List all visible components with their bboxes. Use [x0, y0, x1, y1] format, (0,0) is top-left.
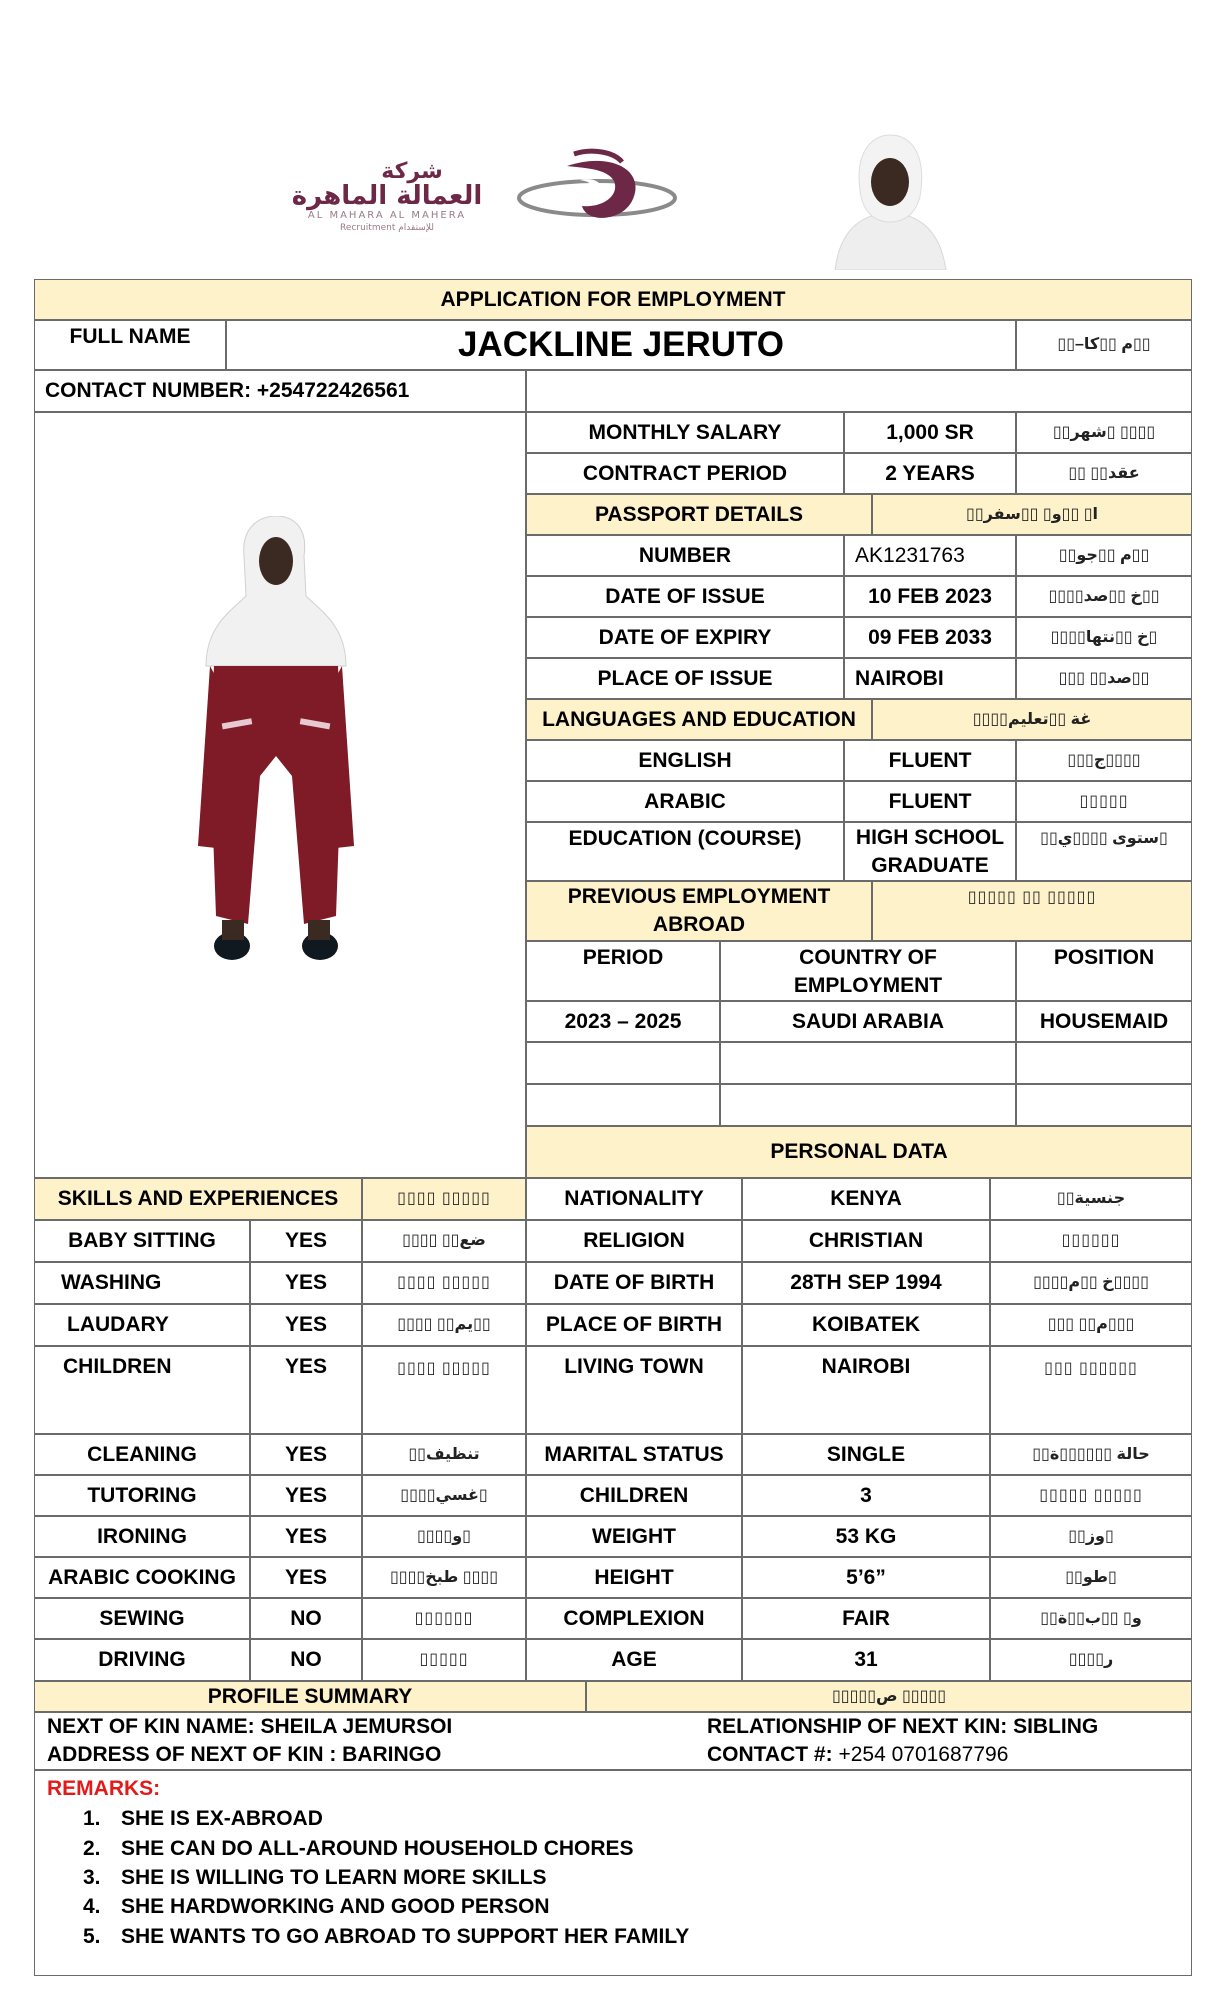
personal-row-arabic: ▯▯▯ ▯▯م▯▯▯ [990, 1304, 1192, 1346]
personal-row-arabic: ▯▯▯▯▯▯ [990, 1220, 1192, 1262]
personal-row-value: NAIROBI [742, 1346, 990, 1434]
passport-row-value: NAIROBI [844, 658, 1016, 699]
full-body-photo [196, 516, 356, 976]
kin-relationship: RELATIONSHIP OF NEXT KIN: SIBLING [707, 1715, 1099, 1738]
passport-row-label: NUMBER [526, 535, 844, 576]
personal-row-label: MARITAL STATUS [526, 1434, 742, 1475]
personal-row-value: FAIR [742, 1598, 990, 1639]
skill-row-arabic: ▯▯▯▯▯ [362, 1639, 526, 1681]
skill-row-arabic: ▯▯▯▯ ▯▯ضع [362, 1220, 526, 1262]
skill-row-arabic: ▯▯▯▯غسي▯ [362, 1475, 526, 1516]
employment-column-country: COUNTRY OF EMPLOYMENT [720, 941, 1016, 1001]
skill-row-value: YES [250, 1220, 362, 1262]
personal-row-label: AGE [526, 1639, 742, 1681]
skill-row-arabic: ▯▯▯▯ ▯▯▯▯▯ [362, 1262, 526, 1304]
contract-period-value: 2 YEARS [844, 453, 1016, 494]
skill-row-label: CLEANING [34, 1434, 250, 1475]
personal-row-value: CHRISTIAN [742, 1220, 990, 1262]
personal-row-arabic: ▯▯جنسية [990, 1178, 1192, 1220]
employment-row-country: SAUDI ARABIA [720, 1001, 1016, 1042]
language-row-label: ARABIC [526, 781, 844, 822]
full-name-value: JACKLINE JERUTO [226, 320, 1016, 370]
company-logo [262, 146, 678, 234]
personal-row-value: KENYA [742, 1178, 990, 1220]
monthly-salary-arabic: ▯▯شهر▯ ▯▯▯▯ [1016, 412, 1192, 453]
remark-item: 2. SHE CAN DO ALL-AROUND HOUSEHOLD CHORES [83, 1837, 634, 1860]
employment-column-position: POSITION [1016, 941, 1192, 1001]
education-value: HIGH SCHOOL GRADUATE [844, 822, 1016, 881]
personal-row-label: RELIGION [526, 1220, 742, 1262]
personal-row-value: 53 KG [742, 1516, 990, 1557]
skill-row-arabic: ▯▯▯▯▯▯ [362, 1598, 526, 1639]
languages-header-arabic: ▯▯▯▯غة ▯▯تعليم [872, 699, 1192, 740]
education-label: EDUCATION (COURSE) [526, 822, 844, 881]
contact-blank [526, 370, 1192, 412]
logo-arabic-line2: العمالة الماهرة [291, 181, 483, 211]
passport-row-value: AK1231763 [844, 535, 1016, 576]
remark-item: 3. SHE IS WILLING TO LEARN MORE SKILLS [83, 1866, 547, 1889]
skill-row-value: YES [250, 1346, 362, 1434]
personal-row-value: 5’6” [742, 1557, 990, 1598]
skill-row-label: IRONING [34, 1516, 250, 1557]
personal-row-label: PLACE OF BIRTH [526, 1304, 742, 1346]
personal-row-label: COMPLEXION [526, 1598, 742, 1639]
monthly-salary-value: 1,000 SR [844, 412, 1016, 453]
logo-tagline: Recruitment للإستقدام [340, 223, 434, 233]
monthly-salary-label: MONTHLY SALARY [526, 412, 844, 453]
personal-data-header: PERSONAL DATA [526, 1126, 1192, 1178]
passport-row-arabic: ▯▯▯▯خ ▯▯صد▯▯ [1016, 576, 1192, 617]
personal-row-value: SINGLE [742, 1434, 990, 1475]
personal-row-value: 3 [742, 1475, 990, 1516]
employment-column-period: PERIOD [526, 941, 720, 1001]
language-row-label: ENGLISH [526, 740, 844, 781]
employment-row-country [720, 1042, 1016, 1084]
skill-row-value: YES [250, 1262, 362, 1304]
kin-contact-value: +254 0701687796 [838, 1743, 1009, 1766]
personal-row-label: LIVING TOWN [526, 1346, 742, 1434]
personal-row-label: NATIONALITY [526, 1178, 742, 1220]
full-name-arabic: ▯▯–م ▯▯كا▯▯ [1016, 320, 1192, 370]
profile-summary-header-arabic: ▯▯▯▯▯ص ▯▯▯▯▯ [586, 1681, 1192, 1712]
passport-row-arabic: ▯▯▯▯خ ▯▯نتها▯ [1016, 617, 1192, 658]
personal-row-value: 28TH SEP 1994 [742, 1262, 990, 1304]
skill-row-label: TUTORING [34, 1475, 250, 1516]
contract-period-arabic: ▯▯ ▯▯عقد [1016, 453, 1192, 494]
passport-row-arabic: ▯▯▯ ▯▯صد▯▯ [1016, 658, 1192, 699]
skill-row-label: SEWING [34, 1598, 250, 1639]
skill-row-label: LAUDARY [34, 1304, 250, 1346]
logo-latin-line: AL MAHARA AL MAHERA [307, 210, 467, 221]
employment-row-position: HOUSEMAID [1016, 1001, 1192, 1042]
personal-row-label: CHILDREN [526, 1475, 742, 1516]
remarks-block [34, 1770, 1192, 1976]
kin-contact-label: CONTACT #: [707, 1743, 833, 1766]
personal-row-label: HEIGHT [526, 1557, 742, 1598]
skill-row-label: ARABIC COOKING [34, 1557, 250, 1598]
education-arabic: ▯▯ستوى ▯▯▯▯ي▯ [1016, 822, 1192, 881]
personal-row-arabic: ▯▯▯▯▯ ▯▯▯▯▯ [990, 1475, 1192, 1516]
headshot-photo [815, 130, 966, 270]
skill-row-arabic: ▯▯▯▯ ▯▯يم▯▯ [362, 1304, 526, 1346]
language-row-value: FLUENT [844, 740, 1016, 781]
personal-row-arabic: ▯▯▯ ▯▯▯▯▯▯ [990, 1346, 1192, 1434]
skills-header-arabic: ▯▯▯▯ ▯▯▯▯▯ [362, 1178, 526, 1220]
employment-row-period [526, 1042, 720, 1084]
personal-row-arabic: ▯▯▯▯خ ▯▯م▯▯▯▯ [990, 1262, 1192, 1304]
passport-row-label: DATE OF ISSUE [526, 576, 844, 617]
language-row-value: FLUENT [844, 781, 1016, 822]
passport-header: PASSPORT DETAILS [526, 494, 872, 535]
employment-row-period [526, 1084, 720, 1126]
kin-contact [707, 1743, 1008, 1767]
skill-row-label: DRIVING [34, 1639, 250, 1681]
skill-row-arabic: ▯▯تنظيف [362, 1434, 526, 1475]
passport-row-label: DATE OF EXPIRY [526, 617, 844, 658]
profile-summary-header: PROFILE SUMMARY [34, 1681, 586, 1712]
previous-employment-header: PREVIOUS EMPLOYMENT ABROAD [526, 881, 872, 941]
skill-row-value: YES [250, 1557, 362, 1598]
remarks-title: REMARKS: [47, 1777, 161, 1800]
passport-row-value: 09 FEB 2033 [844, 617, 1016, 658]
passport-header-arabic: ▯▯ا▯ ▯▯و▯ ▯▯سفر [872, 494, 1192, 535]
contact-number: CONTACT NUMBER: +254722426561 [34, 370, 526, 412]
employment-row-period: 2023 – 2025 [526, 1001, 720, 1042]
skill-row-label: BABY SITTING [34, 1220, 250, 1262]
personal-row-arabic: ▯▯و▯ ▯▯ب▯▯ة [990, 1598, 1192, 1639]
full-name-label: FULL NAME [34, 320, 226, 370]
skill-row-value: NO [250, 1598, 362, 1639]
skill-row-arabic: ▯▯▯▯و▯ [362, 1516, 526, 1557]
personal-row-value: KOIBATEK [742, 1304, 990, 1346]
skill-row-value: YES [250, 1516, 362, 1557]
skill-row-value: NO [250, 1639, 362, 1681]
next-of-kin-block [34, 1712, 1192, 1770]
language-row-arabic: ▯▯▯ج▯▯▯▯ [1016, 740, 1192, 781]
kin-name: NEXT OF KIN NAME: SHEILA JEMURSOI [47, 1715, 453, 1738]
skill-row-value: YES [250, 1304, 362, 1346]
languages-header: LANGUAGES AND EDUCATION [526, 699, 872, 740]
personal-row-label: WEIGHT [526, 1516, 742, 1557]
skill-row-value: YES [250, 1434, 362, 1475]
kin-address: ADDRESS OF NEXT OF KIN : BARINGO [47, 1743, 442, 1766]
logo-emblem-icon [519, 151, 675, 218]
skill-row-arabic: ▯▯▯▯طبخ ▯▯▯▯ [362, 1557, 526, 1598]
skill-row-label: WASHING [34, 1262, 250, 1304]
employment-row-position [1016, 1042, 1192, 1084]
language-row-arabic: ▯▯▯▯▯ [1016, 781, 1192, 822]
remark-item: 1. SHE IS EX-ABROAD [83, 1807, 323, 1830]
personal-row-arabic: ▯▯▯▯ر [990, 1639, 1192, 1681]
logo-arabic-line1: شركة [381, 159, 443, 184]
personal-row-arabic: ▯▯وز▯ [990, 1516, 1192, 1557]
skill-row-label: CHILDREN [34, 1346, 250, 1434]
passport-row-label: PLACE OF ISSUE [526, 658, 844, 699]
passport-row-value: 10 FEB 2023 [844, 576, 1016, 617]
contract-period-label: CONTRACT PERIOD [526, 453, 844, 494]
previous-employment-header-arabic: ▯▯▯▯▯ ▯▯ ▯▯▯▯▯ [872, 881, 1192, 941]
personal-row-label: DATE OF BIRTH [526, 1262, 742, 1304]
personal-row-arabic: ▯▯طو▯ [990, 1557, 1192, 1598]
employment-row-country [720, 1084, 1016, 1126]
employment-row-position [1016, 1084, 1192, 1126]
skills-header: SKILLS AND EXPERIENCES [34, 1178, 362, 1220]
form-title: APPLICATION FOR EMPLOYMENT [34, 279, 1192, 320]
personal-row-arabic: ▯▯حالة ▯▯▯▯▯▯ة [990, 1434, 1192, 1475]
skill-row-arabic: ▯▯▯▯ ▯▯▯▯▯ [362, 1346, 526, 1434]
passport-row-arabic: ▯▯م ▯▯جو▯▯ [1016, 535, 1192, 576]
remark-item: 4. SHE HARDWORKING AND GOOD PERSON [83, 1895, 550, 1918]
personal-row-value: 31 [742, 1639, 990, 1681]
remark-item: 5. SHE WANTS TO GO ABROAD TO SUPPORT HER FAMILY [83, 1925, 690, 1948]
skill-row-value: YES [250, 1475, 362, 1516]
